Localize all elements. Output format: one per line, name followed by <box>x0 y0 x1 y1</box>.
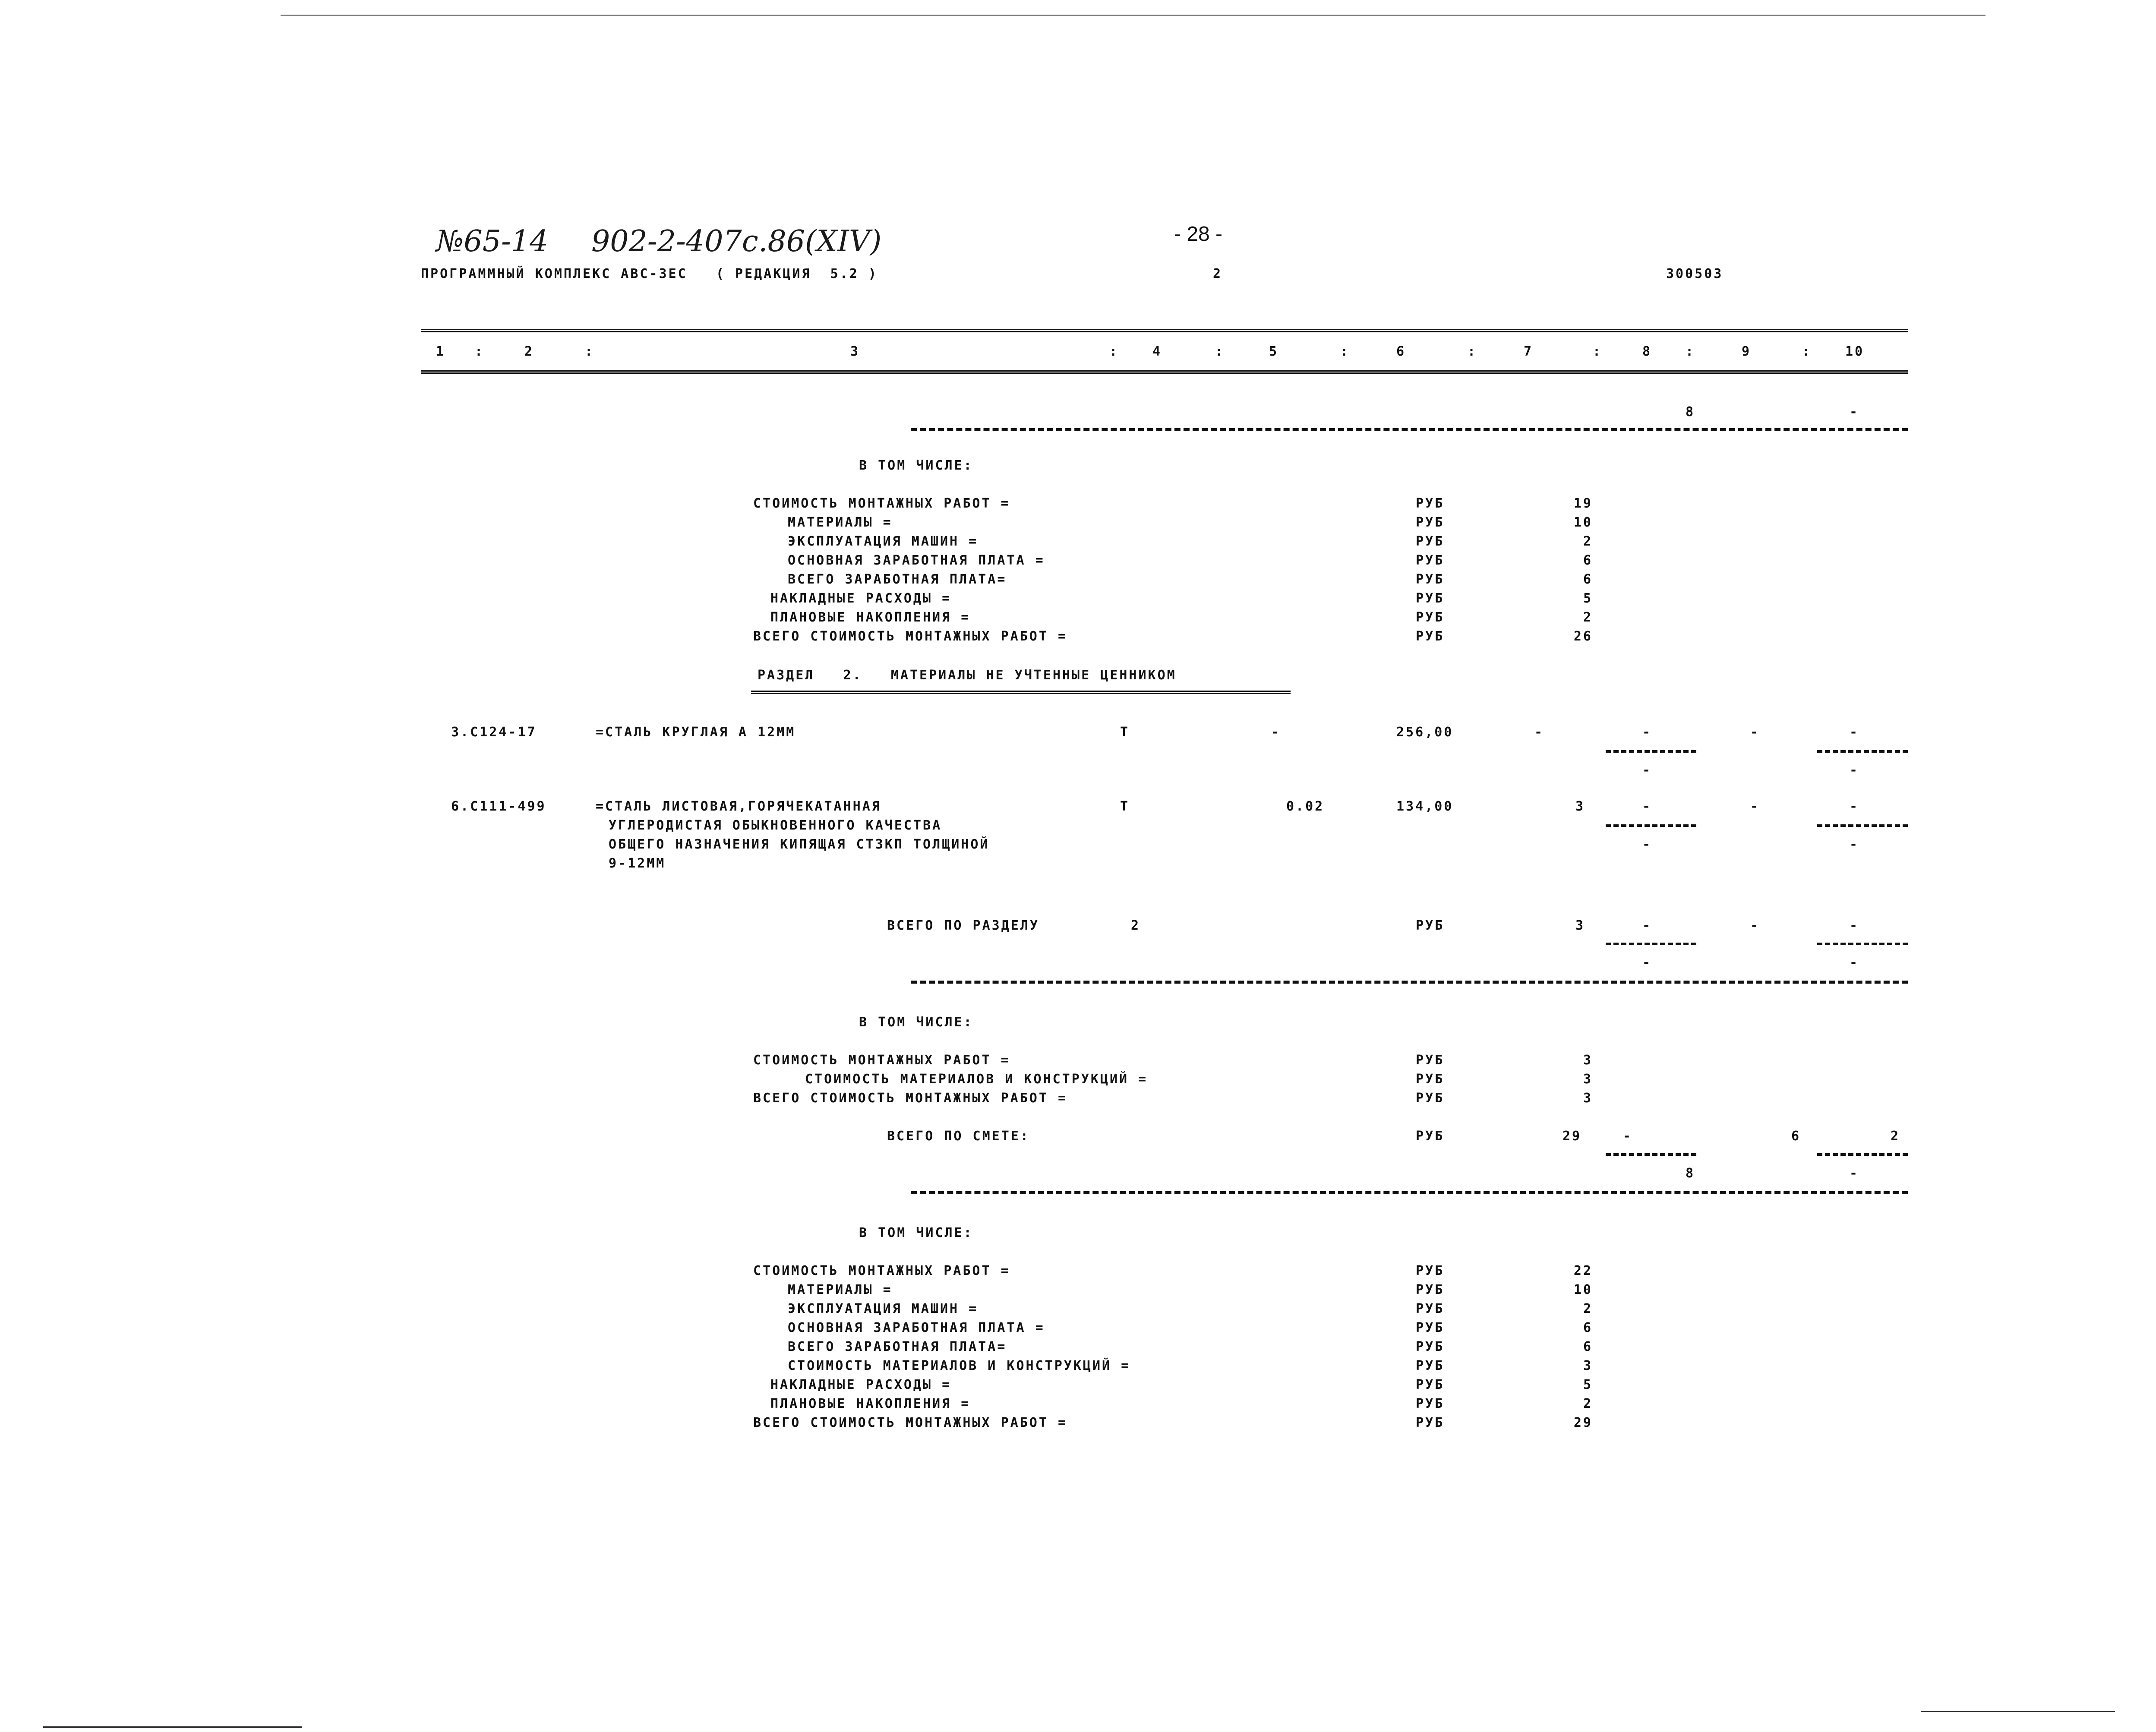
section-breakdown-row-unit: РУБ <box>1416 1091 1445 1106</box>
item-2-sum: 3 <box>1575 799 1585 814</box>
estimate-breakdown-row-text: СТОИМОСТЬ МОНТАЖНЫХ РАБОТ = <box>753 1263 1010 1278</box>
top-block-label: В ТОМ ЧИСЛЕ: <box>859 458 973 473</box>
top-breakdown-row-value: 6 <box>1583 572 1593 587</box>
top-breakdown-row-value: 19 <box>1573 496 1593 511</box>
top-breakdown-row-unit: РУБ <box>1416 515 1445 530</box>
estimate-total-rule <box>911 1191 1908 1194</box>
col-num-9: 9 <box>1742 344 1752 359</box>
col-colon: : <box>585 344 595 359</box>
handwritten-project-code: 902-2-407c.86(XIV) <box>591 224 882 259</box>
estimate-breakdown-row-unit: РУБ <box>1416 1282 1445 1297</box>
top-breakdown-row-text: МАТЕРИАЛЫ = <box>788 515 893 530</box>
col-colon: : <box>1802 344 1812 359</box>
estimate-breakdown-label: В ТОМ ЧИСЛЕ: <box>859 1225 973 1240</box>
item-1-price: 256,00 <box>1396 725 1454 740</box>
section-breakdown-row-unit: РУБ <box>1416 1072 1445 1087</box>
document-code: 300503 <box>1666 266 1724 281</box>
top-breakdown-row-text: ОСНОВНАЯ ЗАРАБОТНАЯ ПЛАТА = <box>788 553 1045 568</box>
top-breakdown-row-text: ВСЕГО ЗАРАБОТНАЯ ПЛАТА= <box>788 572 1007 587</box>
section-total-col10: - <box>1850 918 1859 933</box>
sheet-number: 2 <box>1213 266 1223 281</box>
col-colon: : <box>1109 344 1119 359</box>
section-breakdown-row-unit: РУБ <box>1416 1053 1445 1068</box>
section-breakdown-row-text: СТОИМОСТЬ МАТЕРИАЛОВ И КОНСТРУКЦИЙ = <box>805 1072 1148 1087</box>
estimate-breakdown-row-text: ВСЕГО СТОИМОСТЬ МОНТАЖНЫХ РАБОТ = <box>753 1415 1068 1430</box>
item-1-qty: - <box>1271 725 1281 740</box>
item-2-qty: 0.02 <box>1286 799 1325 814</box>
section-total-value: 3 <box>1575 918 1585 933</box>
col-num-1: 1 <box>436 344 446 359</box>
item-2-col8: - <box>1642 799 1652 814</box>
section-total-col8-rule <box>1606 943 1696 945</box>
item-2-col10-sub: - <box>1850 837 1859 852</box>
item-1-col8: - <box>1642 725 1652 740</box>
estimate-breakdown-row-value: 22 <box>1573 1263 1593 1278</box>
section-breakdown-row-value: 3 <box>1583 1053 1593 1068</box>
estimate-total-col8: - <box>1623 1129 1633 1144</box>
section-breakdown-row-value: 3 <box>1583 1072 1593 1087</box>
col-num-3: 3 <box>850 344 860 359</box>
item-2-unit: Т <box>1120 799 1130 814</box>
item-2-price: 134,00 <box>1396 799 1454 814</box>
col-num-4: 4 <box>1152 344 1162 359</box>
estimate-breakdown-row-text: ОСНОВНАЯ ЗАРАБОТНАЯ ПЛАТА = <box>788 1320 1045 1335</box>
item-1-col9: - <box>1750 725 1760 740</box>
col-colon: : <box>1215 344 1225 359</box>
item-1-col10: - <box>1850 725 1859 740</box>
top-breakdown-row-text: ЭКСПЛУАТАЦИЯ МАШИН = <box>788 534 979 549</box>
program-header-line: ПРОГРАММНЫЙ КОМПЛЕКС АВС-3ЕС ( РЕДАКЦИЯ 5.2 ) <box>421 266 878 281</box>
section-total-col9: - <box>1750 918 1760 933</box>
estimate-breakdown-row-unit: РУБ <box>1416 1415 1445 1430</box>
top-block-rule <box>911 428 1908 431</box>
item-2-description-line: ОБЩЕГО НАЗНАЧЕНИЯ КИПЯЩАЯ СТЗКП ТОЛЩИНОЙ <box>609 837 990 852</box>
estimate-breakdown-row-unit: РУБ <box>1416 1339 1445 1354</box>
top-breakdown-row-text: ПЛАНОВЫЕ НАКОПЛЕНИЯ = <box>770 610 971 625</box>
estimate-total-col9: 6 <box>1791 1129 1801 1144</box>
top-breakdown-row-value: 26 <box>1573 629 1593 644</box>
col-colon: : <box>1686 344 1695 359</box>
item-1-col10-sub: - <box>1850 763 1859 778</box>
item-2-col8-rule <box>1606 824 1696 827</box>
top-block-col8-value: 8 <box>1686 404 1695 420</box>
col-num-6: 6 <box>1396 344 1406 359</box>
item-2-col9: - <box>1750 799 1760 814</box>
section-title-underline <box>751 691 1291 694</box>
item-1-col10-rule <box>1817 750 1908 753</box>
top-breakdown-row-unit: РУБ <box>1416 610 1445 625</box>
top-breakdown-row-unit: РУБ <box>1416 572 1445 587</box>
estimate-breakdown-row-text: ВСЕГО ЗАРАБОТНАЯ ПЛАТА= <box>788 1339 1007 1354</box>
col-colon: : <box>475 344 485 359</box>
item-2-description-line: =СТАЛЬ ЛИСТОВАЯ,ГОРЯЧЕКАТАННАЯ <box>596 799 881 814</box>
section-total-col10-sub: - <box>1850 955 1859 970</box>
estimate-breakdown-row-value: 2 <box>1583 1396 1593 1411</box>
estimate-breakdown-row-text: СТОИМОСТЬ МАТЕРИАЛОВ И КОНСТРУКЦИЙ = <box>788 1358 1131 1373</box>
top-breakdown-row-value: 10 <box>1573 515 1593 530</box>
top-breakdown-row-unit: РУБ <box>1416 629 1445 644</box>
item-1-col8-sub: - <box>1642 763 1652 778</box>
estimate-breakdown-row-value: 2 <box>1583 1301 1593 1316</box>
estimate-total-value: 29 <box>1563 1129 1582 1144</box>
scan-edge-line-top <box>281 15 1986 16</box>
estimate-total-col8-rule <box>1606 1153 1696 1156</box>
item-2-col10-rule <box>1817 824 1908 827</box>
item-2-code: 6.С111-499 <box>451 799 546 814</box>
estimate-total-col8-sub: 8 <box>1686 1166 1695 1181</box>
item-2-col8-sub: - <box>1642 837 1652 852</box>
section-total-rule <box>911 981 1908 984</box>
header-rule-top <box>421 329 1908 332</box>
top-breakdown-row-value: 2 <box>1583 534 1593 549</box>
top-breakdown-row-text: ВСЕГО СТОИМОСТЬ МОНТАЖНЫХ РАБОТ = <box>753 629 1068 644</box>
col-colon: : <box>1468 344 1477 359</box>
top-breakdown-row-unit: РУБ <box>1416 534 1445 549</box>
estimate-breakdown-row-text: МАТЕРИАЛЫ = <box>788 1282 893 1297</box>
section-total-col8: - <box>1642 918 1652 933</box>
section-total-unit: РУБ <box>1416 918 1445 933</box>
estimate-breakdown-row-value: 6 <box>1583 1320 1593 1335</box>
section-breakdown-label: В ТОМ ЧИСЛЕ: <box>859 1015 973 1030</box>
estimate-breakdown-row-unit: РУБ <box>1416 1301 1445 1316</box>
section-breakdown-row-value: 3 <box>1583 1091 1593 1106</box>
top-breakdown-row-value: 6 <box>1583 553 1593 568</box>
handwritten-archive-number: №65-14 <box>436 224 549 259</box>
col-colon: : <box>1340 344 1350 359</box>
estimate-total-label: ВСЕГО ПО СМЕТЕ: <box>887 1129 1030 1144</box>
estimate-breakdown-row-unit: РУБ <box>1416 1377 1445 1392</box>
estimate-breakdown-row-text: ЭКСПЛУАТАЦИЯ МАШИН = <box>788 1301 979 1316</box>
top-breakdown-row-unit: РУБ <box>1416 591 1445 606</box>
col-num-8: 8 <box>1642 344 1652 359</box>
section-total-col8-sub: - <box>1642 955 1652 970</box>
item-2-description-line: УГЛЕРОДИСТАЯ ОБЫКНОВЕННОГО КАЧЕСТВА <box>609 818 942 833</box>
top-breakdown-row-unit: РУБ <box>1416 496 1445 511</box>
estimate-breakdown-row-unit: РУБ <box>1416 1320 1445 1335</box>
estimate-breakdown-row-unit: РУБ <box>1416 1263 1445 1278</box>
estimate-breakdown-row-unit: РУБ <box>1416 1396 1445 1411</box>
item-2-col10: - <box>1850 799 1859 814</box>
section-breakdown-row-text: СТОИМОСТЬ МОНТАЖНЫХ РАБОТ = <box>753 1053 1010 1068</box>
col-num-7: 7 <box>1524 344 1534 359</box>
col-num-10: 10 <box>1845 344 1865 359</box>
top-breakdown-row-value: 5 <box>1583 591 1593 606</box>
header-rule-bottom <box>421 370 1908 374</box>
estimate-total-col10-sub: - <box>1850 1166 1859 1181</box>
estimate-total-col10-rule <box>1817 1153 1908 1156</box>
section-breakdown-row-text: ВСЕГО СТОИМОСТЬ МОНТАЖНЫХ РАБОТ = <box>753 1091 1068 1106</box>
section-total-number: 2 <box>1131 918 1141 933</box>
item-1-code: 3.С124-17 <box>451 725 537 740</box>
estimate-breakdown-row-value: 3 <box>1583 1358 1593 1373</box>
scan-edge-line-bottom-right <box>1921 1711 2115 1712</box>
col-num-5: 5 <box>1269 344 1279 359</box>
estimate-breakdown-row-value: 29 <box>1573 1415 1593 1430</box>
estimate-breakdown-row-value: 10 <box>1573 1282 1593 1297</box>
page-number: - 28 - <box>1174 223 1223 246</box>
top-breakdown-row-text: СТОИМОСТЬ МОНТАЖНЫХ РАБОТ = <box>753 496 1010 511</box>
scan-edge-line-bottom <box>43 1726 302 1728</box>
estimate-total-col10: 2 <box>1891 1129 1900 1144</box>
top-breakdown-row-unit: РУБ <box>1416 553 1445 568</box>
item-1-description-line: =СТАЛЬ КРУГЛАЯ А 12ММ <box>596 725 796 740</box>
estimate-breakdown-row-text: НАКЛАДНЫЕ РАСХОДЫ = <box>770 1377 952 1392</box>
item-1-sum: - <box>1534 725 1544 740</box>
col-num-2: 2 <box>524 344 534 359</box>
estimate-breakdown-row-value: 6 <box>1583 1339 1593 1354</box>
estimate-breakdown-row-value: 5 <box>1583 1377 1593 1392</box>
top-breakdown-row-text: НАКЛАДНЫЕ РАСХОДЫ = <box>770 591 952 606</box>
section-total-col10-rule <box>1817 943 1908 945</box>
item-1-col8-rule <box>1606 750 1696 753</box>
item-1-unit: Т <box>1120 725 1130 740</box>
estimate-total-unit: РУБ <box>1416 1129 1445 1144</box>
estimate-breakdown-row-unit: РУБ <box>1416 1358 1445 1373</box>
item-2-description-line: 9-12ММ <box>609 856 666 871</box>
top-block-col10-value: - <box>1850 404 1859 420</box>
section-total-label: ВСЕГО ПО РАЗДЕЛУ <box>887 918 1039 933</box>
section-title: РАЗДЕЛ 2. МАТЕРИАЛЫ НЕ УЧТЕННЫЕ ЦЕННИКОМ <box>758 668 1177 683</box>
top-breakdown-row-value: 2 <box>1583 610 1593 625</box>
estimate-breakdown-row-text: ПЛАНОВЫЕ НАКОПЛЕНИЯ = <box>770 1396 971 1411</box>
col-colon: : <box>1593 344 1603 359</box>
